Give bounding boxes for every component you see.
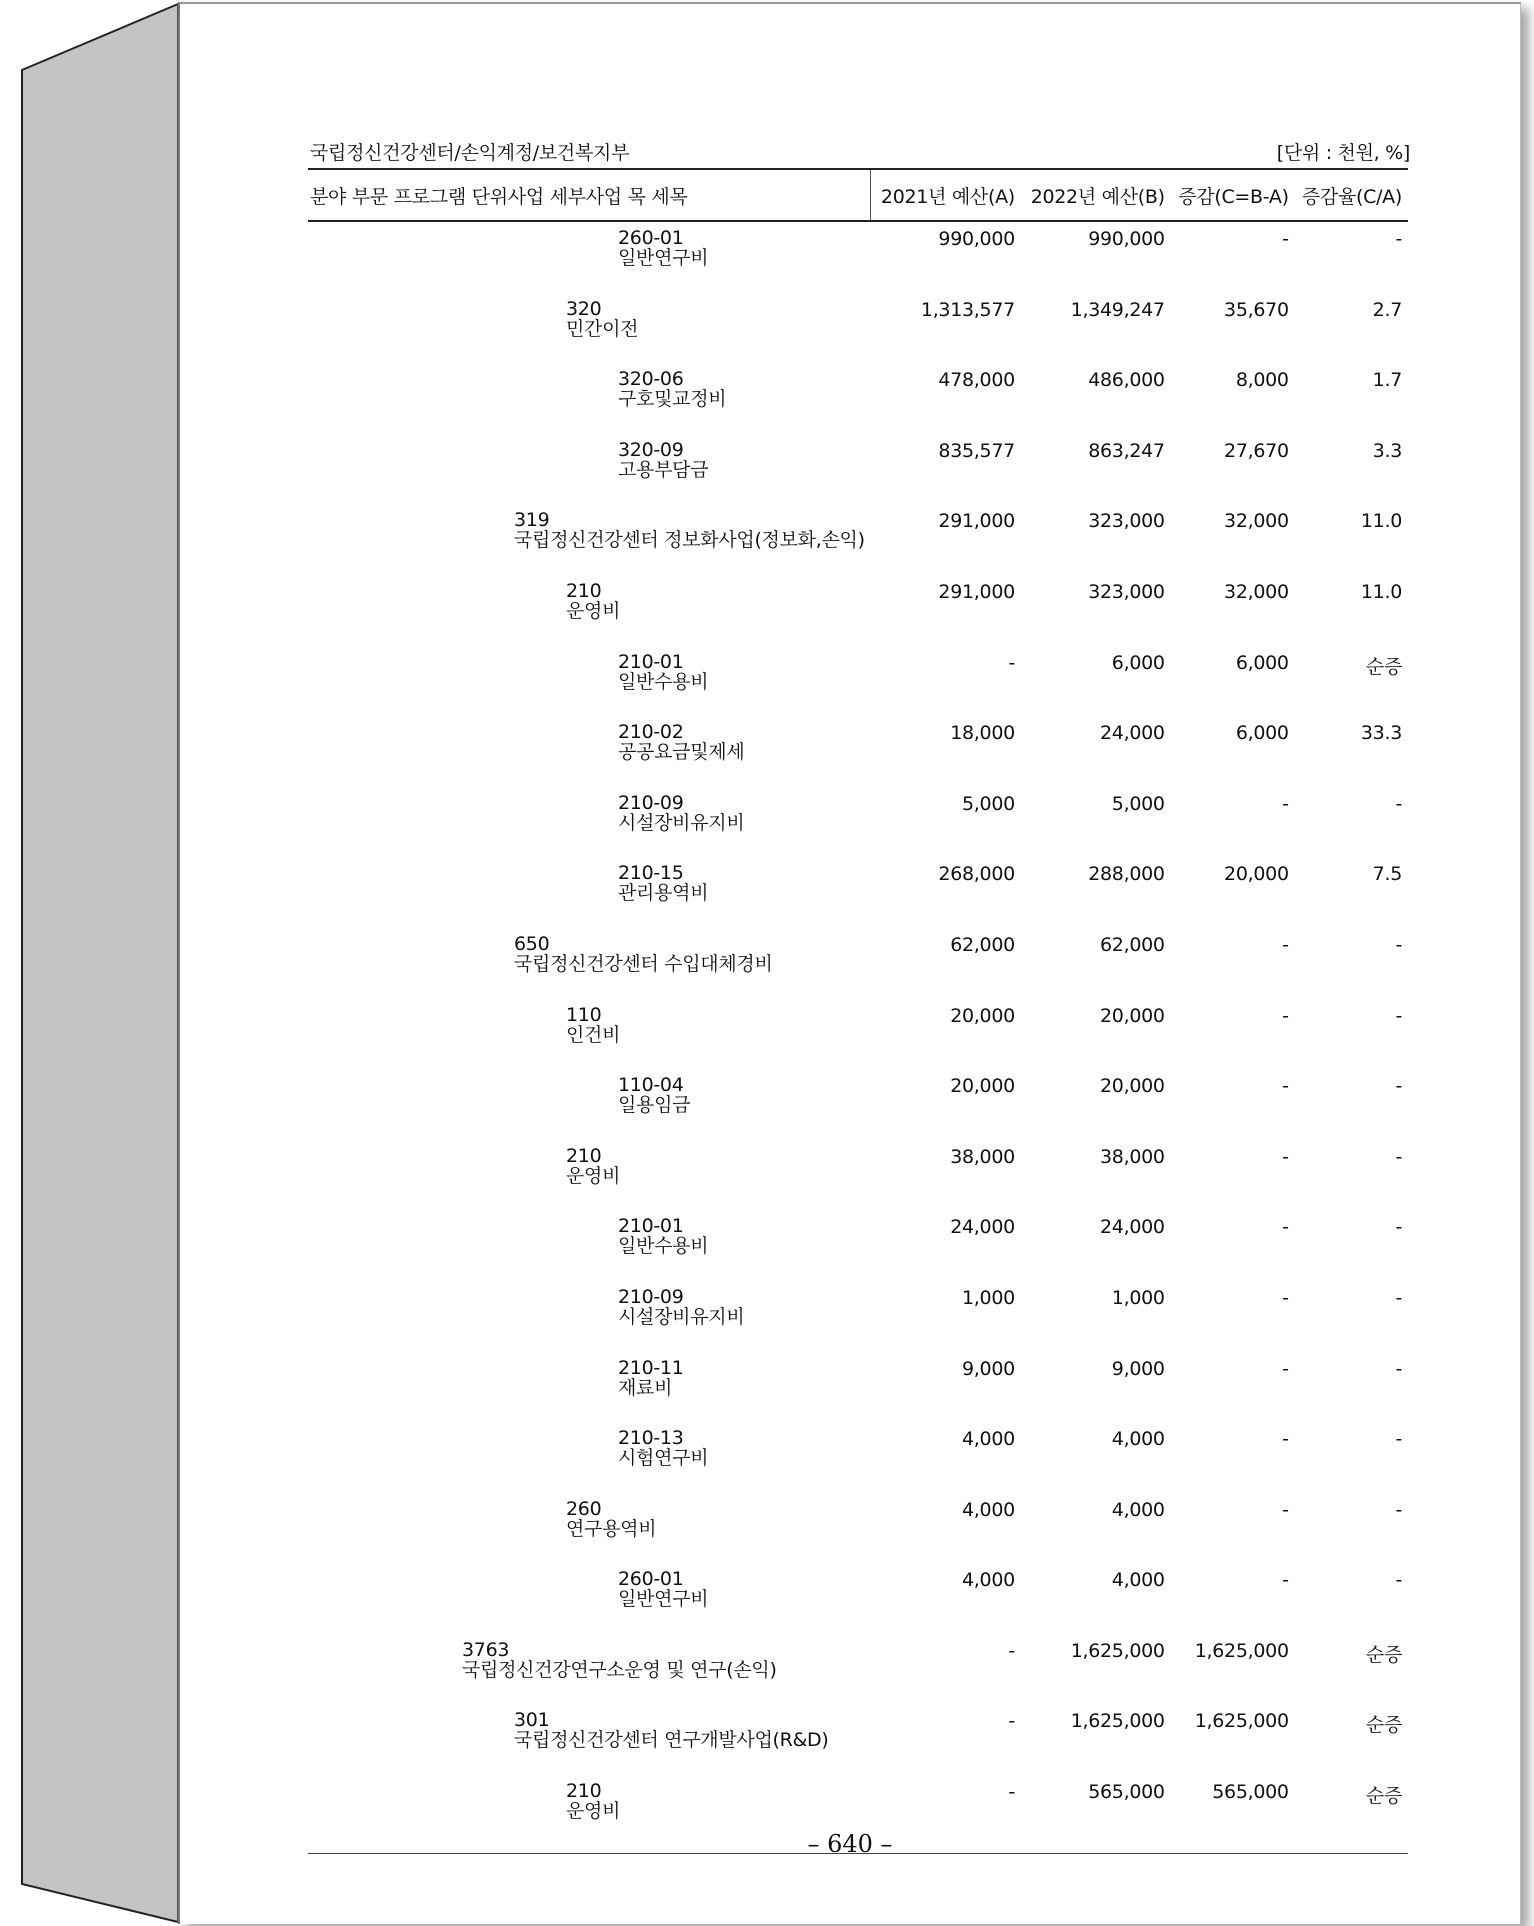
row-budget-2022: 1,625,000 — [1070, 1710, 1165, 1733]
row-label: 시험연구비 — [618, 1447, 709, 1470]
row-rate: 순증 — [1365, 1643, 1402, 1666]
row-rate: 1.7 — [1372, 369, 1402, 392]
document-header — [310, 138, 1410, 165]
row-rate: - — [1395, 1498, 1402, 1521]
row-budget-2022: 1,000 — [1111, 1286, 1165, 1309]
row-budget-2021: 291,000 — [938, 510, 1015, 533]
row-label: 고용부담금 — [618, 458, 709, 481]
row-item-name — [308, 434, 871, 505]
row-budget-2022: 6,000 — [1111, 651, 1165, 674]
row-budget-2021: 478,000 — [938, 369, 1015, 392]
row-change: 8,000 — [1235, 369, 1289, 392]
row-budget-2022: 1,625,000 — [1070, 1639, 1165, 1662]
column-header-2022: 2022년 예산(B) — [1021, 169, 1171, 221]
row-code: 210 — [566, 1144, 602, 1167]
table-row — [308, 1352, 1408, 1423]
row-budget-2022: 20,000 — [1100, 1004, 1165, 1027]
row-code: 110 — [566, 1003, 602, 1026]
row-label: 민간이전 — [566, 317, 639, 340]
row-change: - — [1282, 1569, 1289, 1592]
column-header-name: 분야 부문 프로그램 단위사업 세부사업 목 세목 — [308, 169, 871, 221]
row-item-name — [308, 363, 871, 434]
row-change: - — [1282, 228, 1289, 250]
row-budget-2021: - — [1008, 1639, 1015, 1662]
row-item-name — [308, 1210, 871, 1281]
row-label: 연구용역비 — [566, 1517, 657, 1540]
row-code: 210-01 — [618, 1215, 684, 1238]
row-rate: 11.0 — [1360, 510, 1402, 533]
row-label: 운영비 — [566, 1800, 621, 1823]
row-item-name — [308, 1493, 871, 1564]
row-budget-2021: 1,313,577 — [920, 298, 1015, 321]
row-budget-2021: 62,000 — [950, 933, 1015, 956]
page-number: – 640 – — [807, 1830, 893, 1858]
column-header-2021: 2021년 예산(A) — [871, 169, 1021, 221]
row-budget-2021: 1,000 — [962, 1286, 1015, 1309]
row-label: 국립정신건강센터 정보화사업(정보화,손익) — [514, 529, 865, 552]
row-change: 35,670 — [1224, 298, 1289, 321]
row-budget-2022: 486,000 — [1088, 369, 1165, 392]
row-item-name — [308, 1563, 871, 1634]
row-label: 일반연구비 — [618, 1588, 709, 1611]
row-code: 210-15 — [618, 862, 684, 885]
row-change: - — [1282, 1357, 1289, 1380]
row-budget-2022: 4,000 — [1111, 1428, 1165, 1451]
row-code: 210 — [566, 579, 602, 602]
row-budget-2022: 323,000 — [1088, 580, 1165, 603]
row-label: 일반수용비 — [618, 670, 709, 693]
row-budget-2022: 1,349,247 — [1070, 298, 1165, 321]
table-row — [308, 1563, 1408, 1634]
row-rate: - — [1395, 1286, 1402, 1309]
row-rate: 7.5 — [1372, 863, 1402, 886]
row-item-name — [308, 999, 871, 1070]
table-header-row — [308, 169, 1408, 221]
row-rate: - — [1395, 933, 1402, 956]
row-item-name — [308, 646, 871, 717]
row-label: 시설장비유지비 — [618, 811, 745, 834]
row-item-name — [308, 293, 871, 364]
row-label: 국립정신건강연구소운영 및 연구(손익) — [462, 1658, 777, 1681]
budget-table — [308, 168, 1408, 1854]
row-label: 일반수용비 — [618, 1235, 709, 1258]
table-row — [308, 293, 1408, 364]
table-row — [308, 857, 1408, 928]
row-label: 재료비 — [618, 1376, 673, 1399]
column-header-change: 증감(C=B-A) — [1171, 169, 1295, 221]
row-budget-2021: 20,000 — [950, 1075, 1015, 1098]
row-code: 650 — [514, 932, 550, 955]
row-budget-2022: 62,000 — [1100, 933, 1165, 956]
row-budget-2021: 268,000 — [938, 863, 1015, 886]
row-budget-2022: 990,000 — [1088, 228, 1165, 250]
row-rate: - — [1395, 792, 1402, 815]
table-row — [308, 1210, 1408, 1281]
row-budget-2021: 24,000 — [950, 1216, 1015, 1239]
row-label: 시설장비유지비 — [618, 1305, 745, 1328]
row-budget-2021: 9,000 — [962, 1357, 1015, 1380]
row-item-name — [308, 787, 871, 858]
row-label: 일반연구비 — [618, 247, 709, 269]
table-row — [308, 434, 1408, 505]
row-code: 210-13 — [618, 1427, 684, 1450]
row-code: 260-01 — [618, 227, 684, 249]
header-unit: [단위 : 천원, %] — [1276, 142, 1410, 164]
row-change: 32,000 — [1224, 510, 1289, 533]
row-rate: - — [1395, 1428, 1402, 1451]
row-change: 1,625,000 — [1194, 1639, 1289, 1662]
row-item-name — [308, 1352, 871, 1423]
row-budget-2021: 4,000 — [962, 1569, 1015, 1592]
table-row — [308, 1422, 1408, 1493]
header-title: 국립정신건강센터/손익계정/보건복지부 — [310, 142, 630, 164]
row-code: 260 — [566, 1497, 602, 1520]
row-change: 27,670 — [1224, 439, 1289, 462]
table-row — [308, 221, 1408, 293]
row-rate: - — [1395, 1216, 1402, 1239]
row-code: 210-01 — [618, 650, 684, 673]
row-code: 210-09 — [618, 791, 684, 814]
row-budget-2021: 5,000 — [962, 792, 1015, 815]
row-item-name — [308, 575, 871, 646]
row-change: 32,000 — [1224, 580, 1289, 603]
row-change: - — [1282, 1004, 1289, 1027]
row-label: 운영비 — [566, 599, 621, 622]
row-code: 320-09 — [618, 438, 684, 461]
row-rate: 순증 — [1365, 1714, 1402, 1737]
row-budget-2022: 9,000 — [1111, 1357, 1165, 1380]
table-row — [308, 1634, 1408, 1705]
row-code: 210-11 — [618, 1356, 684, 1379]
row-rate: - — [1395, 228, 1402, 250]
row-change: 20,000 — [1224, 863, 1289, 886]
row-code: 320 — [566, 297, 602, 320]
table-row — [308, 1704, 1408, 1775]
table-row — [308, 646, 1408, 717]
document-page — [178, 2, 1521, 1924]
row-budget-2021: - — [871, 1775, 1021, 1854]
row-change: 6,000 — [1235, 722, 1289, 745]
row-change: - — [1282, 1075, 1289, 1098]
row-change: 6,000 — [1235, 651, 1289, 674]
row-rate: 11.0 — [1360, 580, 1402, 603]
row-budget-2022: 863,247 — [1088, 439, 1165, 462]
table-row — [308, 716, 1408, 787]
row-item-name — [308, 1281, 871, 1352]
row-budget-2022: 323,000 — [1088, 510, 1165, 533]
row-item-name — [308, 1069, 871, 1140]
row-change: - — [1282, 792, 1289, 815]
row-code: 319 — [514, 509, 550, 532]
row-budget-2022: 5,000 — [1111, 792, 1165, 815]
row-code: 210 — [566, 1780, 602, 1803]
row-rate: 33.3 — [1360, 722, 1402, 745]
row-item-name — [308, 504, 871, 575]
table-row — [308, 1140, 1408, 1211]
row-change: - — [1282, 1286, 1289, 1309]
row-budget-2022: 288,000 — [1088, 863, 1165, 886]
table-row — [308, 504, 1408, 575]
row-code: 301 — [514, 1709, 550, 1732]
row-label: 운영비 — [566, 1164, 621, 1187]
table-row — [308, 1281, 1408, 1352]
row-budget-2021: - — [1008, 1710, 1015, 1733]
row-rate: - — [1395, 1075, 1402, 1098]
row-budget-2022: 24,000 — [1100, 722, 1165, 745]
row-item-name — [308, 1422, 871, 1493]
row-budget-2022: 4,000 — [1111, 1569, 1165, 1592]
row-budget-2022: 20,000 — [1100, 1075, 1165, 1098]
row-label: 공공요금및제세 — [618, 741, 745, 764]
row-budget-2022: 565,000 — [1021, 1775, 1171, 1854]
row-change: - — [1282, 1498, 1289, 1521]
row-budget-2021: 835,577 — [938, 439, 1015, 462]
row-budget-2021: 18,000 — [950, 722, 1015, 745]
table-row — [308, 928, 1408, 999]
row-label: 관리용역비 — [618, 882, 709, 905]
row-rate: 3.3 — [1372, 439, 1402, 462]
row-label: 국립정신건강센터 연구개발사업(R&D) — [514, 1729, 829, 1752]
row-rate: - — [1395, 1569, 1402, 1592]
row-code: 110-04 — [618, 1074, 684, 1097]
row-code: 260-01 — [618, 1568, 684, 1591]
row-budget-2022: 24,000 — [1100, 1216, 1165, 1239]
row-change: - — [1282, 933, 1289, 956]
row-budget-2021: 38,000 — [950, 1145, 1015, 1168]
row-label: 국립정신건강센터 수입대체경비 — [514, 952, 773, 975]
row-budget-2021: 291,000 — [938, 580, 1015, 603]
row-rate: 순증 — [1365, 655, 1402, 678]
table-row — [308, 575, 1408, 646]
row-change: 1,625,000 — [1194, 1710, 1289, 1733]
row-code: 3763 — [462, 1638, 510, 1661]
row-budget-2021: 990,000 — [938, 228, 1015, 250]
row-budget-2022: 38,000 — [1100, 1145, 1165, 1168]
row-label: 일용임금 — [618, 1094, 691, 1117]
row-item-name — [308, 221, 871, 293]
row-budget-2021: 4,000 — [962, 1498, 1015, 1521]
row-change: - — [1282, 1216, 1289, 1239]
row-label: 인건비 — [566, 1023, 621, 1046]
row-budget-2022: 4,000 — [1111, 1498, 1165, 1521]
row-budget-2021: 4,000 — [962, 1428, 1015, 1451]
row-item-name — [308, 857, 871, 928]
column-header-rate: 증감율(C/A) — [1295, 169, 1408, 221]
table-row — [308, 363, 1408, 434]
row-item-name — [308, 1140, 871, 1211]
row-change: - — [1282, 1428, 1289, 1451]
row-change: - — [1282, 1145, 1289, 1168]
row-code: 210-02 — [618, 721, 684, 744]
row-rate: - — [1395, 1357, 1402, 1380]
row-item-name — [308, 716, 871, 787]
row-rate: 순증 — [1295, 1775, 1408, 1854]
row-code: 210-09 — [618, 1285, 684, 1308]
row-budget-2021: - — [1008, 651, 1015, 674]
row-rate: - — [1395, 1004, 1402, 1027]
row-item-name — [308, 928, 871, 999]
row-item-name — [308, 1634, 871, 1705]
table-row — [308, 1069, 1408, 1140]
table-row — [308, 1493, 1408, 1564]
row-rate: 2.7 — [1372, 298, 1402, 321]
row-code: 320-06 — [618, 368, 684, 391]
row-item-name — [308, 1704, 871, 1775]
table-row — [308, 787, 1408, 858]
row-change: 565,000 — [1171, 1775, 1295, 1854]
row-label: 구호및교정비 — [618, 388, 727, 411]
table-row — [308, 999, 1408, 1070]
row-rate: - — [1395, 1145, 1402, 1168]
row-budget-2021: 20,000 — [950, 1004, 1015, 1027]
